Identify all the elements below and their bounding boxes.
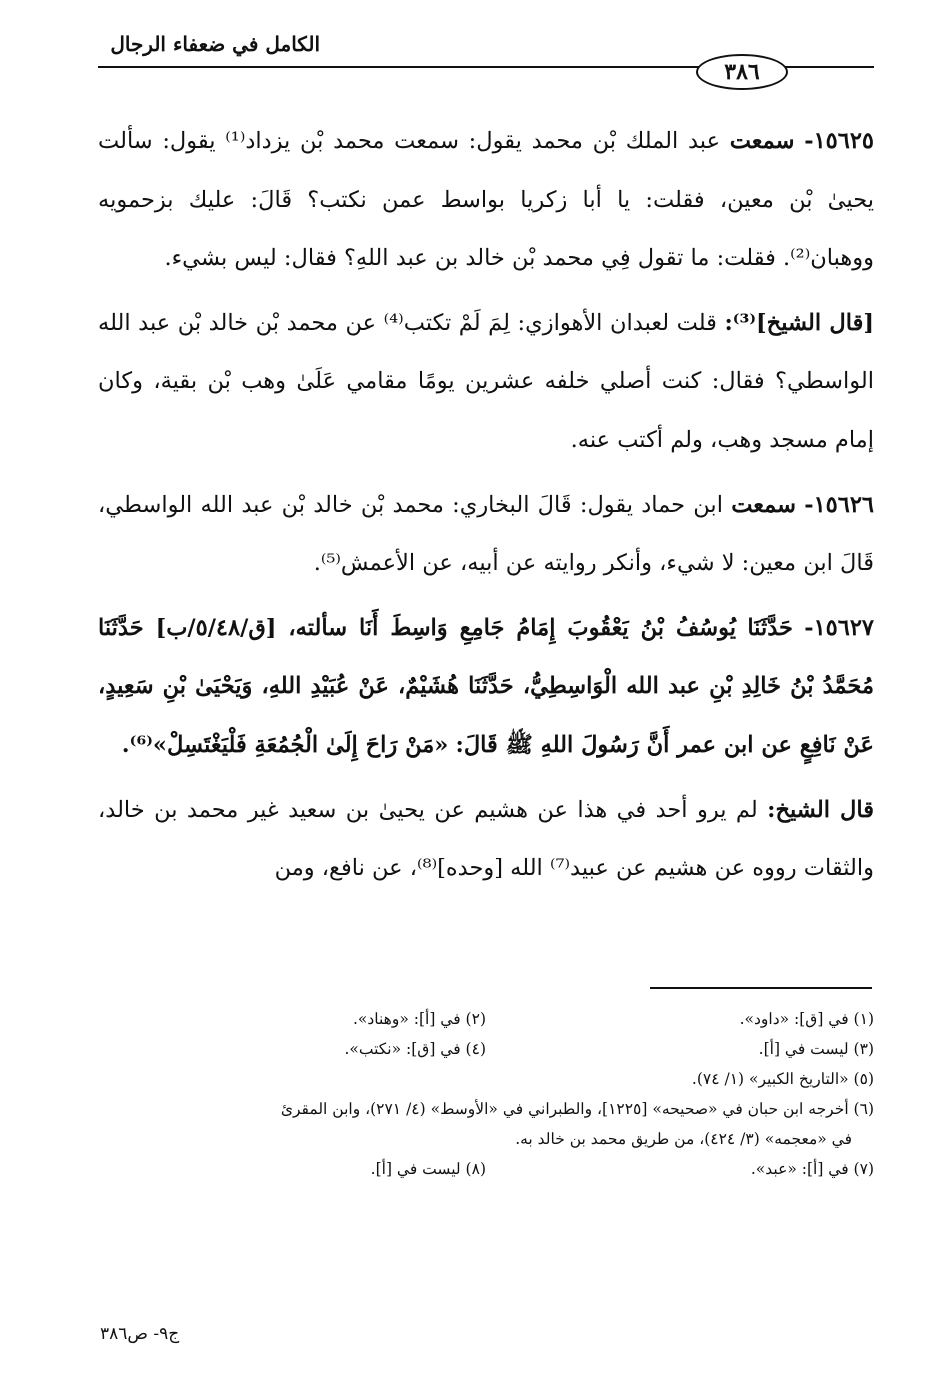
footnote-rule	[650, 987, 872, 989]
entry-text: عبد الملك بْن محمد يقول: سمعت محمد بْن يزداد⁽¹⁾ يقول: سألت يحيىٰ بْن معين، فقلت: يا أبا زكريا بواسط عمن نكتب؟ قَالَ: عليك بزحمويه ووهبان⁽²⁾. فقلت: ما تقول فِي محمد بْن خالد بن عبد اللهِ؟ فقال: ليس بشيء.	[98, 128, 874, 272]
entry-keyword: [قال الشيخ]⁽³⁾:	[724, 309, 874, 336]
entry-text: ابن حماد يقول: قَالَ البخاري: محمد بْن خالد بْن عبد الله الواسطي، قَالَ ابن معين: لا شيء، وأنكر روايته عن أبيه، عن الأعمش⁽⁵⁾.	[98, 491, 874, 577]
footnote-1: (١) في [ق]: «داود».	[739, 1010, 874, 1028]
footnote-6: (٦) أخرجه ابن حبان في «صحيحه» [١٢٢٥]، والطبراني في «الأوسط» (٤/ ٢٧١)، وابن المقرئ	[280, 1100, 874, 1118]
footnote-row	[98, 1154, 874, 1184]
paragraph-sheikh-1	[98, 294, 874, 470]
page-number-badge: ٣٨٦	[696, 54, 788, 90]
footnote-8: (٨) ليست في [أ].	[370, 1160, 486, 1178]
footnote-row	[98, 1004, 874, 1034]
footnote-7: (٧) في [أ]: «عبد».	[750, 1160, 874, 1178]
entry-number: ١٥٦٢٧-	[804, 614, 875, 641]
paragraph-15625	[98, 112, 874, 288]
footnote-2: (٢) في [أ]: «وهناد».	[352, 1010, 486, 1028]
footnote-4: (٤) في [ق]: «نكتب».	[344, 1040, 486, 1058]
footnote-row	[98, 1034, 874, 1064]
paragraph-15626	[98, 476, 874, 593]
entry-number: ١٥٦٢٦-	[804, 491, 875, 518]
hadith-quote: «مَنْ رَاحَ إِلَىٰ الْجُمُعَةِ فَلْيَغْتَسِلْ»⁽⁶⁾.	[121, 731, 449, 758]
footnotes	[98, 1004, 874, 1184]
paragraph-15627	[98, 599, 874, 775]
entry-keyword: سمعت	[729, 128, 795, 154]
entry-keyword: سمعت	[731, 491, 796, 518]
volume-page-reference: ج٩- ص٣٨٦	[100, 1324, 180, 1344]
footnote-3: (٣) ليست في [أ].	[758, 1040, 874, 1058]
entry-number: ١٥٦٢٥-	[804, 128, 874, 154]
book-title: الكامل في ضعفاء الرجال	[110, 32, 320, 56]
entry-keyword: حَدَّثَنَا	[747, 614, 793, 641]
entry-text: قلت لعبدان الأهوازي: لِمَ لَمْ تكتب⁽⁴⁾ عن محمد بْن خالد بْن عبد الله الواسطي؟ فقال: كنت أصلي خلفه عشرين يومًا مقامي عَلَىٰ وهب بْن بقية، وكان إمام مسجد وهب، ولم أكتب عنه.	[98, 309, 874, 453]
main-text	[98, 112, 874, 898]
entry-text: لم يرو أحد في هذا عن هشيم عن يحيىٰ بن سعيد غير محمد بن خالد، والثقات رووه عن هشيم عن عبيد⁽⁷⁾ الله [وحده]⁽⁸⁾، عن نافع، ومن	[98, 796, 874, 882]
paragraph-sheikh-2	[98, 781, 874, 898]
footnote-6-continued: في «معجمه» (٣/ ٤٢٤)، من طريق محمد بن خالد به.	[515, 1130, 852, 1148]
entry-keyword: قال الشيخ:	[767, 796, 874, 823]
footnote-5: (٥) «التاريخ الكبير» (١/ ٧٤).	[691, 1070, 874, 1088]
hadith-chain: يُوسُفُ بْنُ يَعْقُوبَ إِمَامُ جَامِعِ وَاسِطَ أَنَا سألته، [ق/٥/٤٨/ب] حَدَّثَنَا مُحَمَّدُ بْنُ خَالِدِ بْنِ عبد الله الْوَاسِطِيُّ، حَدَّثَنَا هُشَيْمٌ، عَنْ عُبَيْدِ اللهِ، وَيَحْيَىٰ بْنِ سَعِيدٍ، عَنْ نَافِعٍ عن ابن عمر أَنَّ رَسُولَ اللهِ ﷺ قَالَ:	[98, 614, 874, 758]
